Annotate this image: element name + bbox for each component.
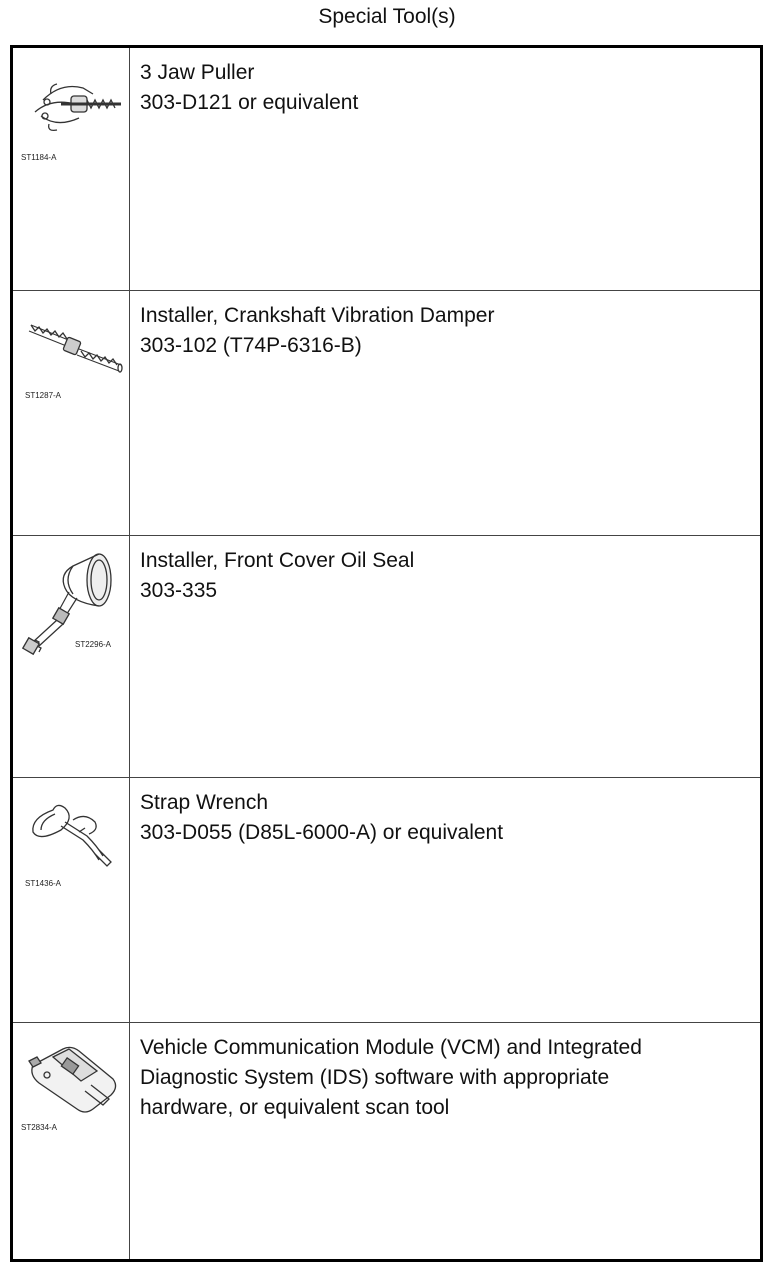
tool-name: Vehicle Communication Module (VCM) and Integrated Diagnostic System (IDS) software with appropriate hardware, or equivalent scan tool: [140, 1036, 642, 1119]
tool-number: 303-102 (T74P-6316-B): [140, 334, 362, 357]
tool-image-code: ST2296-A: [75, 640, 112, 649]
tool-description: [140, 58, 750, 118]
tool-image-code: ST1287-A: [25, 391, 62, 400]
tool-image-code: ST2834-A: [21, 1123, 58, 1132]
table-row: [13, 777, 760, 1022]
table-row: [13, 535, 760, 777]
tool-image-cell: [13, 778, 130, 1022]
table-row: [13, 290, 760, 535]
tool-image-code: ST1184-A: [21, 153, 57, 162]
table-row: [13, 1022, 760, 1259]
tool-name: Installer, Front Cover Oil Seal: [140, 549, 415, 572]
tool-description: [140, 1033, 750, 1123]
tool-image-cell: [13, 1023, 130, 1259]
scan-tool-icon: [23, 1035, 123, 1125]
tool-name: 3 Jaw Puller: [140, 61, 255, 84]
page-title: Special Tool(s): [318, 5, 456, 28]
jaw-puller-icon: [21, 68, 131, 158]
tool-number: 303-D121 or equivalent: [140, 91, 359, 114]
tool-description: [140, 546, 750, 606]
threaded-installer-icon: [25, 321, 125, 381]
tool-image-cell: [13, 536, 130, 777]
strap-wrench-icon: [23, 800, 123, 880]
tool-description: [140, 301, 750, 361]
seal-installer-icon: [19, 544, 119, 654]
tool-number: 303-D055 (D85L-6000-A) or equivalent: [140, 821, 504, 844]
tool-image-code: ST1436-A: [25, 879, 62, 888]
tool-name: Installer, Crankshaft Vibration Damper: [140, 304, 495, 327]
tool-number: 303-335: [140, 579, 218, 602]
table-row: [13, 48, 760, 290]
tool-image-cell: [13, 291, 130, 535]
special-tools-table: [10, 45, 763, 1262]
tool-image-cell: [13, 48, 130, 290]
tool-name: Strap Wrench: [140, 791, 268, 814]
tool-description: [140, 788, 750, 848]
